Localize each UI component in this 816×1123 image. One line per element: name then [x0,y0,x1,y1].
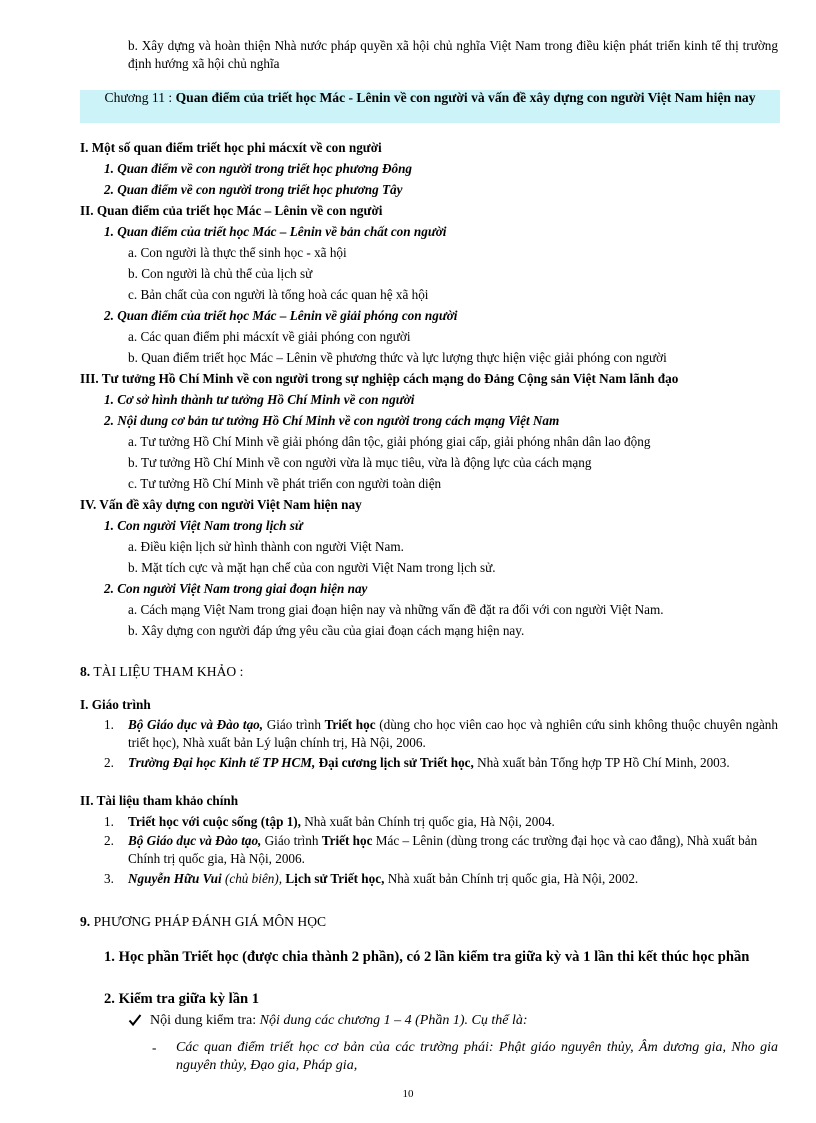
section-3-2: 2. Nội dung cơ bản tư tưởng Hồ Chí Minh về con người trong cách mạng Việt Nam [104,413,560,428]
dash-item: Các quan điểm triết học cơ bản của các trường phái: Phật giáo nguyên thủy, Âm dương gia, Nho gia nguyên thủy, Đạo gia, Pháp gia, [176,1040,778,1073]
assessment-point-2: 2. Kiểm tra giữa kỳ lần 1 [104,991,260,1007]
page-number: 10 [402,1088,414,1100]
section-1-1: 1. Quan điểm về con người trong triết học phương Đông [104,161,413,176]
assessment-point-1: 1. Học phần Triết học (được chia thành 2 phần), có 2 lần kiểm tra giữa kỳ và 1 lần thi kết thúc học phần [104,949,750,965]
ref-1-1-number: 1. [104,717,114,732]
section-4-2-a: a. Cách mạng Việt Nam trong giai đoạn hiện nay và những vấn đề đặt ra đối với con người Việt Nam. [128,602,664,617]
chapter-label: Chương 11 : [104,90,173,105]
section-2-1-a: a. Con người là thực thể sinh học - xã hội [128,245,347,260]
ref-2-2-number: 2. [104,833,114,848]
section-3-2-b: b. Tư tưởng Hồ Chí Minh về con người vừa là mục tiêu, vừa là động lực của cách mạng [128,455,592,470]
assessment-heading: 9. PHƯƠNG PHÁP ĐÁNH GIÁ MÔN HỌC [80,914,327,929]
reference-item: Nguyễn Hữu Vui (chủ biên), Lịch sử Triết học, Nhà xuất bản Chính trị quốc gia, Hà Nội, 2002. [128,871,639,886]
section-2-2: 2. Quan điểm của triết học Mác – Lênin về giải phóng con người [104,308,458,323]
section-4-1-b: b. Mặt tích cực và mặt hạn chế của con người Việt Nam trong lịch sử. [128,560,496,575]
section-3-1: 1. Cơ sở hình thành tư tưởng Hồ Chí Minh về con người [104,392,415,407]
section-3: III. Tư tưởng Hồ Chí Minh về con người trong sự nghiệp cách mạng do Đảng Cộng sản Việt Nam lãnh đạo [80,371,679,386]
item-b-text: b. Xây dựng và hoàn thiện Nhà nước pháp quyền xã hội chủ nghĩa Việt Nam trong điều kiện phát triển kinh tế thị trường định hướng xã hội chủ nghĩa [128,38,778,71]
section-4-2: 2. Con người Việt Nam trong giai đoạn hiện nay [104,581,368,596]
chapter-heading [80,90,780,123]
reference-item: Bộ Giáo dục và Đào tạo, Giáo trình Triết học (dùng cho học viên cao học và nghiên cứu sinh không thuộc chuyên ngành triết học), Nhà xuất bản Lý luận chính trị, Hà Nội, 2006. [128,717,778,750]
section-3-2-c: c. Tư tưởng Hồ Chí Minh về phát triển con người toàn diện [128,476,442,491]
section-4-2-b: b. Xây dựng con người đáp ứng yêu cầu của giai đoạn cách mạng hiện nay. [128,623,525,638]
section-2-1-c: c. Bản chất của con người là tổng hoà các quan hệ xã hội [128,287,429,302]
content-line: Nội dung kiểm tra: Nội dung các chương 1 – 4 (Phần 1). Cụ thể là: [150,1013,528,1028]
reference-item: Bộ Giáo dục và Đào tạo, Giáo trình Triết học Mác – Lênin (dùng trong các trường đại học và cao đẳng), Nhà xuất bản Chính trị quốc gia, Hà Nội, 2006. [128,833,758,866]
ref-2-3-number: 3. [104,871,114,886]
section-2-1: 1. Quan điểm của triết học Mác – Lênin về bản chất con người [104,224,447,239]
ref-2-1-number: 1. [104,814,114,829]
section-2: II. Quan điểm của triết học Mác – Lênin về con người [80,203,383,218]
dash-bullet: - [152,1040,157,1055]
reference-item: Triết học với cuộc sống (tập 1), Nhà xuất bản Chính trị quốc gia, Hà Nội, 2004. [128,814,555,829]
section-2-2-b: b. Quan điểm triết học Mác – Lênin về phương thức và lực lượng thực hiện việc giải phóng con người [128,350,667,365]
references-heading: 8. TÀI LIỆU THAM KHẢO : [80,664,244,679]
section-4-1-a: a. Điều kiện lịch sử hình thành con người Việt Nam. [128,539,404,554]
checkmark-icon [128,1013,142,1027]
section-3-2-a: a. Tư tưởng Hồ Chí Minh về giải phóng dân tộc, giải phóng giai cấp, giải phóng nhân dân lao động [128,434,651,449]
section-2-2-a: a. Các quan điểm phi mácxít về giải phóng con người [128,329,411,344]
section-1: I. Một số quan điểm triết học phi mácxít về con người [80,140,382,155]
section-1-2: 2. Quan điểm về con người trong triết học phương Tây [104,182,403,197]
chapter-title: Quan điểm của triết học Mác - Lênin về con người và vấn đề xây dựng con người Việt Nam hiện nay [175,90,756,105]
section-4: IV. Vấn đề xây dựng con người Việt Nam hiện nay [80,497,362,512]
reference-item: Trường Đại học Kinh tế TP HCM, Đại cương lịch sử Triết học, Nhà xuất bản Tổng hợp TP Hồ Chí Minh, 2003. [128,755,730,770]
section-2-1-b: b. Con người là chủ thể của lịch sử [128,266,313,281]
references-group-1: I. Giáo trình [80,697,151,712]
references-group-2: II. Tài liệu tham khảo chính [80,793,239,808]
ref-1-2-number: 2. [104,755,114,770]
section-4-1: 1. Con người Việt Nam trong lịch sử [104,518,303,533]
